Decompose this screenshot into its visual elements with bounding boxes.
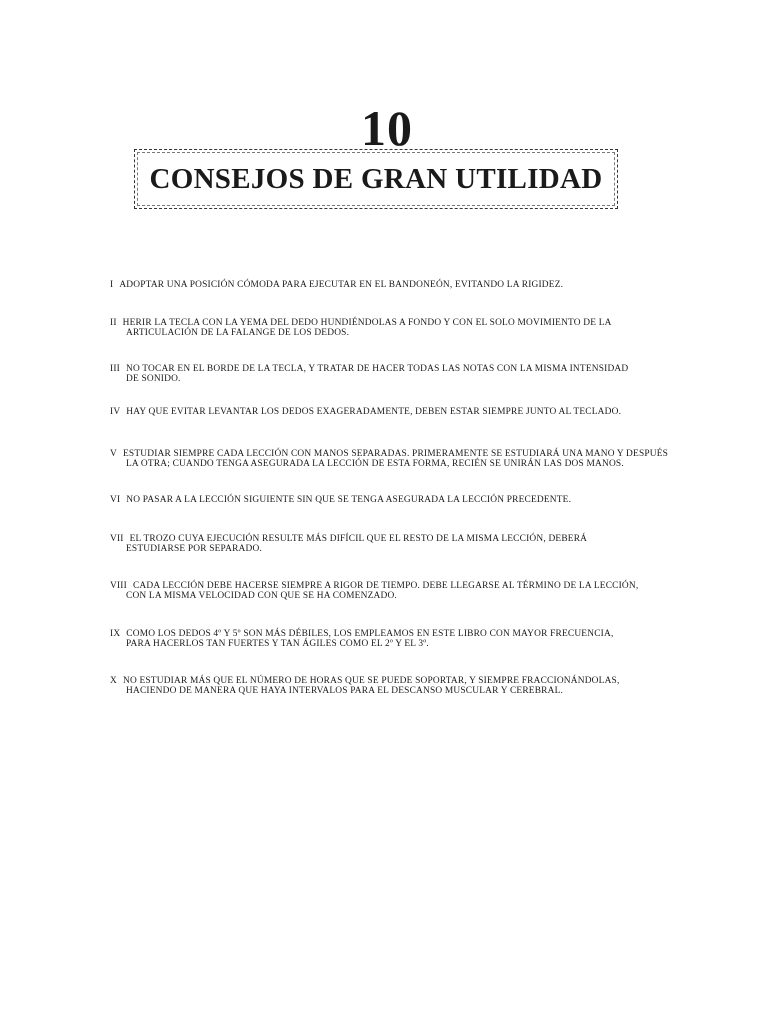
tip-text-continued: ESTUDIARSE POR SEPARADO. [126, 544, 262, 554]
tip-item [110, 407, 685, 417]
tip-number: X [110, 676, 117, 686]
tip-text: NO ESTUDIAR MÁS QUE EL NÚMERO DE HORAS QUE SE PUEDE SOPORTAR, Y SIEMPRE FRACCIONÁNDOLAS, [122, 676, 620, 686]
tip-number: VIII [110, 581, 127, 591]
tip-text-continued: CON LA MISMA VELOCIDAD CON QUE SE HA COMENZADO. [126, 591, 397, 601]
tip-number: I [110, 280, 114, 290]
tip-item [110, 318, 685, 338]
tip-item [110, 280, 685, 290]
tip-text-continued: HACIENDO DE MANERA QUE HAYA INTERVALOS PARA EL DESCANSO MUSCULAR Y CEREBRAL. [126, 686, 564, 696]
tip-text: HERIR LA TECLA CON LA YEMA DEL DEDO HUNDIÉNDOLAS A FONDO Y CON EL SOLO MOVIMIENTO DE LA [122, 318, 612, 328]
tip-item [110, 676, 685, 696]
tip-number: VII [110, 534, 124, 544]
tip-text-continued: PARA HACERLOS TAN FUERTES Y TAN ÁGILES COMO EL 2º Y EL 3º. [126, 639, 429, 649]
tip-number: V [110, 449, 117, 459]
tip-item [110, 629, 685, 649]
page-number-heading: 10 [361, 100, 413, 156]
tip-text: EL TROZO CUYA EJECUCIÓN RESULTE MÁS DIFÍCIL QUE EL RESTO DE LA MISMA LECCIÓN, DEBERÁ [129, 534, 588, 544]
title-frame [134, 149, 618, 209]
tip-text-continued: LA OTRA; CUANDO TENGA ASEGURADA LA LECCIÓN DE ESTA FORMA, RECIÉN SE UNIRÁN LAS DOS MANOS. [126, 459, 624, 469]
tip-text: CADA LECCIÓN DEBE HACERSE SIEMPRE A RIGOR DE TIEMPO. DEBE LLEGARSE AL TÉRMINO DE LA LECCIÓN, [132, 581, 639, 591]
tip-text: ADOPTAR UNA POSICIÓN CÓMODA PARA EJECUTAR EN EL BANDONEÓN, EVITANDO LA RIGIDEZ. [119, 280, 564, 290]
tip-number: III [110, 364, 120, 374]
tip-text: NO PASAR A LA LECCIÓN SIGUIENTE SIN QUE SE TENGA ASEGURADA LA LECCIÓN PRECEDENTE. [126, 495, 572, 505]
tip-text-continued: DE SONIDO. [126, 374, 181, 384]
tip-item [110, 495, 685, 505]
tip-number: IV [110, 407, 121, 417]
tip-number: IX [110, 629, 121, 639]
tip-item [110, 534, 685, 554]
page-title: CONSEJOS DE GRAN UTILIDAD [149, 163, 603, 195]
tip-text: NO TOCAR EN EL BORDE DE LA TECLA, Y TRATAR DE HACER TODAS LAS NOTAS CON LA MISMA INTENSIDAD [125, 364, 629, 374]
tip-number: II [110, 318, 117, 328]
tip-item [110, 364, 685, 384]
tip-number: VI [110, 495, 121, 505]
tip-text-continued: ARTICULACIÓN DE LA FALANGE DE LOS DEDOS. [126, 328, 350, 338]
tip-text: HAY QUE EVITAR LEVANTAR LOS DEDOS EXAGERADAMENTE, DEBEN ESTAR SIEMPRE JUNTO AL TECLADO. [126, 407, 622, 417]
tip-text: COMO LOS DEDOS 4º Y 5º SON MÁS DÉBILES, LOS EMPLEAMOS EN ESTE LIBRO CON MAYOR FRECUENCIA, [126, 629, 614, 639]
tip-text: ESTUDIAR SIEMPRE CADA LECCIÓN CON MANOS SEPARADAS. PRIMERAMENTE SE ESTUDIARÁ UNA MANO Y DESPUÉS [122, 449, 669, 459]
tip-item [110, 449, 685, 469]
tip-item [110, 581, 685, 601]
